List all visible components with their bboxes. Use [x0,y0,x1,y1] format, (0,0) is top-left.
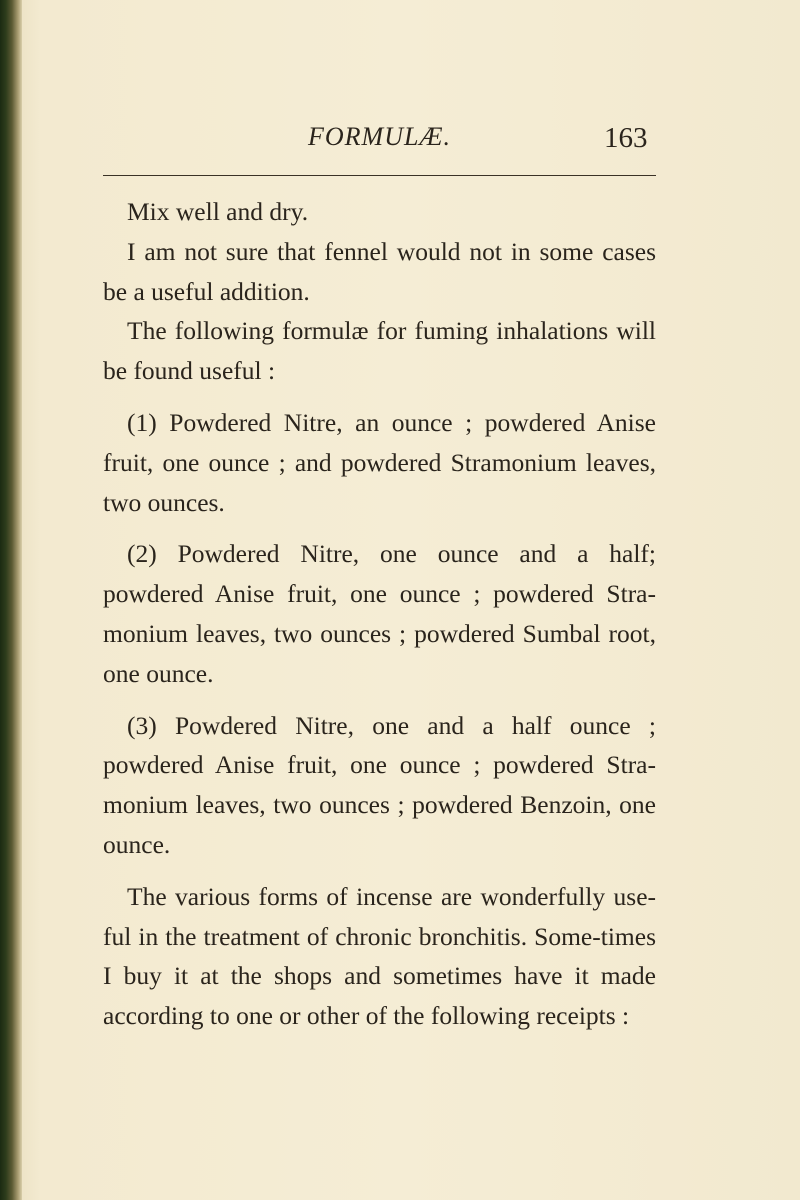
page-number: 163 [604,122,648,154]
paragraph-formulae-intro: The following formulæ for fuming inhalations will be found useful : [103,316,656,386]
page-header [0,112,800,156]
book-binding-edge [0,0,22,1200]
formula-2: (2) Powdered Nitre, one ounce and a half; powdered Anise fruit, one ounce ; powdered Stra-monium leaves, two ounces ; powdered Sumbal root, one ounce. [103,539,656,688]
running-title: FORMULÆ. [308,122,452,151]
formula-3: (3) Powdered Nitre, one and a half ounce ; powdered Anise fruit, one ounce ; powdered Stra-monium leaves, two ounces ; powdered Benzoin, one ounce. [103,710,656,859]
paragraph-mix: Mix well and dry. [127,197,309,226]
formula-1: (1) Powdered Nitre, an ounce ; powdered Anise fruit, one ounce ; and powdered Stramonium leaves, two ounces. [103,407,656,517]
paragraph-fennel: I am not sure that fennel would not in some cases be a useful addition. [103,236,656,306]
paragraph-incense: The various forms of incense are wonderfully use-ful in the treatment of chronic bronchitis. Some-times I buy it at the shops and sometimes have it made according to one or other of the following receipts : [103,881,656,1031]
page-body [103,192,656,1036]
header-rule [103,175,656,176]
